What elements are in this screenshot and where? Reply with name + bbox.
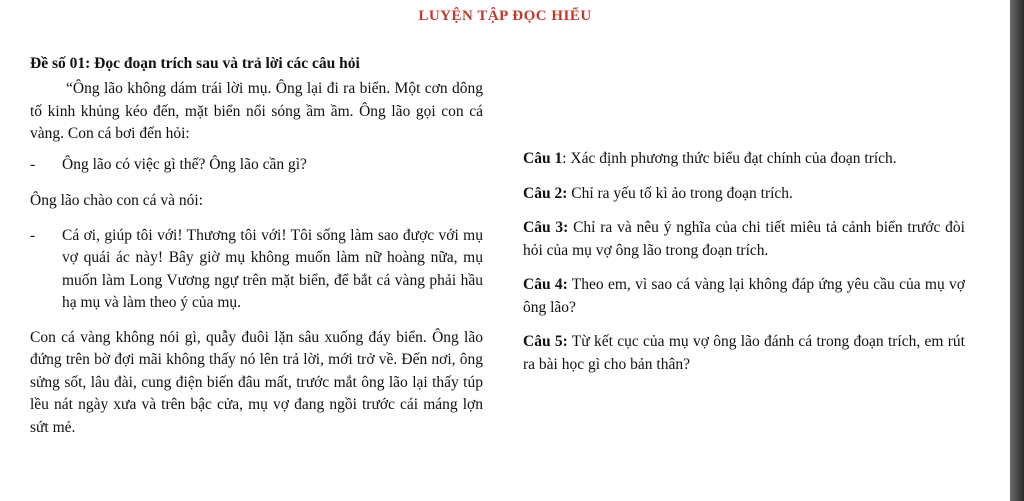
exercise-heading: Đề số 01: Đọc đoạn trích sau và trả lời các câu hỏi — [30, 55, 360, 72]
page-title: LUYỆN TẬP ĐỌC HIỂU — [418, 8, 592, 24]
question-4 — [523, 274, 965, 319]
dialogue-line-2 — [30, 225, 483, 315]
question-label: Câu 3: — [523, 219, 569, 236]
dialogue-line-1 — [30, 154, 483, 177]
questions — [523, 148, 965, 376]
question-label: Câu 2: — [523, 184, 568, 202]
question-label: Câu 4: — [523, 276, 568, 293]
question-text: Chỉ ra và nêu ý nghĩa của chi tiết miêu tả cảnh biển trước đòi hỏi của mụ vợ ông lão trong đoạn trích. — [523, 219, 965, 259]
question-5 — [523, 331, 965, 376]
passage-paragraph-3: Con cá vàng không nói gì, quẫy đuôi lặn sâu xuống đáy biển. Ông lão đứng trên bờ đợi mãi không thấy nó lên trả lời, mới trở về. Đến nơi, ông sửng sốt, lâu đài, cung điện biến đâu mất, trước mắt ông lão lại thấy túp lều nát ngày xưa và trên bậc cửa, mụ vợ đang ngồi trước cái máng lợn sứt mẻ. — [30, 328, 483, 436]
question-2 — [523, 183, 965, 206]
window-edge — [1010, 0, 1024, 501]
question-text: Theo em, vì sao cá vàng lại không đáp ứng yêu cầu của mụ vợ ông lão? — [523, 276, 965, 316]
question-label: Câu 5: — [523, 333, 568, 350]
question-3 — [523, 217, 965, 262]
question-text: : Xác định phương thức biểu đạt chính của đoạn trích. — [562, 150, 897, 167]
dialogue-text-1: Ông lão có việc gì thế? Ông lão cần gì? — [62, 155, 307, 173]
passage — [30, 78, 483, 439]
dash-mark: - — [30, 226, 36, 244]
question-label: Câu 1 — [523, 150, 563, 167]
question-1 — [523, 148, 965, 171]
passage-paragraph-2: Ông lão chào con cá và nói: — [30, 192, 204, 209]
question-text: Từ kết cục của mụ vợ ông lão đánh cá trong đoạn trích, em rút ra bài học gì cho bản thân? — [523, 333, 965, 373]
question-text: Chỉ ra yếu tố kì ảo trong đoạn trích. — [567, 184, 793, 202]
passage-paragraph-1: “Ông lão không dám trái lời mụ. Ông lại đi ra biển. Một cơn dông tố kinh khủng kéo đến, mặt biển nổi sóng ầm ầm. Ông lão gọi con cá vàng. Con cá bơi đến hỏi: — [30, 80, 483, 142]
dash-mark: - — [30, 155, 36, 173]
dialogue-text-2: Cá ơi, giúp tôi với! Thương tôi với! Tôi sống làm sao được với mụ vợ quái ác này! Bây giờ mụ không muốn làm nữ hoàng nữa, mụ muốn làm Long Vương ngự trên mặt biển, để bắt cá vàng phải hầu hạ mụ và làm theo ý của mụ. — [62, 226, 483, 311]
